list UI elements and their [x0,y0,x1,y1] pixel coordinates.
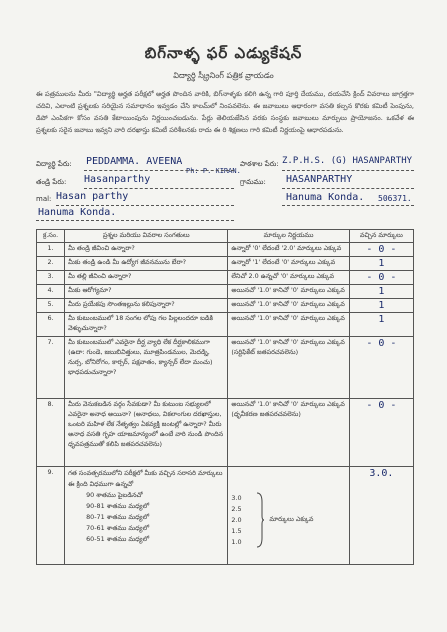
student-name-value: PEDDAMMA. AVEENA [86,156,183,167]
grade-intro: గత సంవత్సరములోని పరీక్షలో మీకు వచ్చిన సరాసరి మార్కులు ఈ క్రింది విధముగా ఉన్నచో [68,469,223,488]
parent-line [84,188,234,189]
school-value: Z.P.H.S. (G) HASANPARTHY [282,156,413,166]
grade-rule-text: మార్కులు ఎక్కువ [269,515,314,523]
row-question-grades [65,467,228,565]
district-value-left: Hanuma Konda. [38,207,117,218]
row-marks: 1 [349,299,413,313]
row-marks: - 0 - [349,399,413,467]
table-row [37,399,414,467]
school-line [282,170,414,171]
row-question: మీ కుటుంబములో ఎవరైనా దీర్ఘ వ్యాధి లేక దీర్ఘకాలికముగా (ఉదా: గుండె, జబుబివిత్తులు, మూత్రపిండముల, మెదడ్ని, నుర్స, బోనిరోగం, కార్సర్, పక్షవాతం, క్యాన్సర్ లేదా మంచు) భాధపడుచున్నారా? [65,337,228,399]
student-name-line [84,170,234,171]
village-line [282,188,414,189]
row-serial: 4. [37,285,65,299]
row-serial: 3. [37,271,65,285]
row-marks: - 0 - [349,271,413,285]
row-rule: అయినచో '1.0' కానిచో '0' మార్కులు ఎక్కువ [228,299,349,313]
row-rule: అయినచో '1.0' కానిచో '0' మార్కులు ఎక్కువ [228,313,349,337]
row-rule: అయినచో '1.0' కానిచో '0' మార్కులు ఎక్కువ (సర్టిఫికేట్ జతపరచవలెను) [228,337,349,399]
row-serial: 9. [37,467,65,565]
grade-point: 3.0 [231,493,242,502]
form-subtitle: విద్యార్థి స్క్రీనింగ్ పత్రిక వ్రాయడం [173,71,274,80]
district-value-right: Hanuma Konda. [286,192,365,203]
table-row [37,285,414,299]
row-question: మీరు ప్రయేకపు సొంతఇల్లును కలిపున్నారా? [65,299,228,313]
grade-point: 1.5 [231,526,242,535]
school-label: పాఠశాల పేరు: [240,160,279,168]
row-marks: 1 [349,257,413,271]
row-serial: 5. [37,299,65,313]
form-title: బిగ్‌నాళ్ళ ఫర్ ఎడ్యుకేషన్ [144,44,303,62]
header-question: ప్రశ్నల మరియు వివరాల సంగతులు [65,230,228,243]
row-rule: లేనిచో 2.0 ఉన్నచో '0' మార్కులు ఎక్కువ [228,271,349,285]
row-rule: ఉన్నారో '1' లేదంటే '0' మార్కులు ఎక్కువ [228,257,349,271]
table-header-row [37,230,414,243]
row-serial: 1. [37,243,65,257]
row-serial: 7. [37,337,65,399]
row-marks: 1 [349,313,413,337]
student-name-label: విద్యార్థి పేరు: [36,160,72,168]
row-question: మీకు ఆరోగ్యమా? [65,285,228,299]
row-rule: అయినచో '1.0' కానిచో '0' మార్కులు ఎక్కువ (ధృవీకరణ జతపరచవలెను) [228,399,349,467]
row-marks: 1 [349,285,413,299]
table-row [37,337,414,399]
table-row [37,243,414,257]
header-serial: క్ర.సం. [37,230,65,243]
row-serial: 2. [37,257,65,271]
header-marks: వచ్చిన మార్కులు [349,230,413,243]
district-line [282,205,414,206]
village-value: HASANPARTHY [286,174,353,185]
row-question: మీ తండ్రి జీవించి ఉన్నారా? [65,243,228,257]
grade-point: 2.5 [231,504,242,513]
row-rule: ఉన్నారో '0' లేదంటే '2.0' మార్కులు ఎక్కువ [228,243,349,257]
instructions-paragraph: ఈ పత్రములను మీరు "విద్యార్థి అర్హత పరీక్షలో అర్హత పొందిన వారికి, బిగ్‌నాళ్ళకు కలిగి ఉన్న గారి పూర్తి దేయము, దయచేసి క్రింద్ వివరాలు జాగ్రత్తగా చదివి, ఎలాంటి ప్రశ్నలకు సరియైన సమాధానం ఇవ్వడం చేసి కాలమ్‌లో నింపవలెను. ఈ జవాబులు ఆధారంగా వసతి కల్పన కొరకు కమిటీ పెంపును, డిపో ఎంపికగా కోసం వసతి కేటాయింపును నిర్ణయించబడును. పేర్లు తెలియజేసిన వరకు సంస్థకు జవాబులు మార్పులు ప్రాయోజనం. ఒకవేళ ఈ ప్రశ్నలకు సరైన జవాబు ఇవ్వని వారి దరఖాస్తు కమిటీ పరిశీలనకు రాదు ఈ రి శిక్షణలు గారి కమిటీ నిర్ణయంపై ఆధారపడును. [36,90,414,134]
parent-label: తండ్రి పేరు: [36,178,67,186]
grade-range: 90 శాతము పైబడినచో [86,491,143,499]
grade-point: 1.0 [231,537,242,546]
row-question: మీ కుటుంబములో 18 సంగల లోపు గల పిల్లలందరూ బడికి వెళ్ళుచున్నారా? [65,313,228,337]
row-serial: 8. [37,399,65,467]
row-marks: 3.0. [349,467,413,565]
row-marks: - 0 - [349,337,413,399]
row-rule: అయినచో '1.0' కానిచో '0' మార్కులు ఎక్కువ [228,285,349,299]
table-row [37,271,414,285]
grade-range: 80-71 శాతము మధ్యలో [86,513,150,521]
table-row [37,467,414,565]
row-rule-grades [228,467,349,565]
row-marks: - 0 - [349,243,413,257]
village-label: గ్రామము: [240,178,266,186]
address-value: Hasan parthy [56,191,129,202]
row-serial: 6. [37,313,65,337]
parent-value: Hasanparthy [84,174,151,185]
grade-range: 90-81 శాతము మధ్యలో [86,502,150,510]
questions-table [36,229,414,565]
pin-value: 506371. [378,194,412,203]
table-row [37,299,414,313]
row-question: మీ తల్లి జీవించి ఉన్నారా? [65,271,228,285]
grade-point: 2.0 [231,515,242,524]
district-left-line [36,220,234,221]
row-question: మీరు వెనుకబడిన వర్గం సేవకుడా? మీ కుటుంబ సభ్యులలో ఎవరైనా అనాధ అయినా? (అనాధలు, వికలాంగుల దరఖాస్తుల, ఒంటరి మహిళ లేక నేతృత్వం ఏకవ్యక్తి జంటల్లో ఉన్నారా? మీరు అనాధ వసతి గృహ యాజమాన్యంలో ఉంటే వారి నుండి పొందిన ధృవపత్రముతో కలిపి జతపరచవలెను) [65,399,228,467]
grade-range: 60-51 శాతము మధ్యలో [86,535,150,543]
curly-brace-icon [255,492,265,548]
table-row [37,257,414,271]
grade-range: 70-61 శాతము మధ్యలో [86,524,150,532]
header-rule: మార్కుల నిర్ణయము [228,230,349,243]
row-question: మీకు తండ్రి ఉండి మీ ఉద్యోగ జీవనమును బేరా? [65,257,228,271]
parent-note: Ph: P. KIRAN. [186,167,241,175]
table-row [37,313,414,337]
address-label: mal: [36,195,52,203]
address-line [56,205,234,206]
